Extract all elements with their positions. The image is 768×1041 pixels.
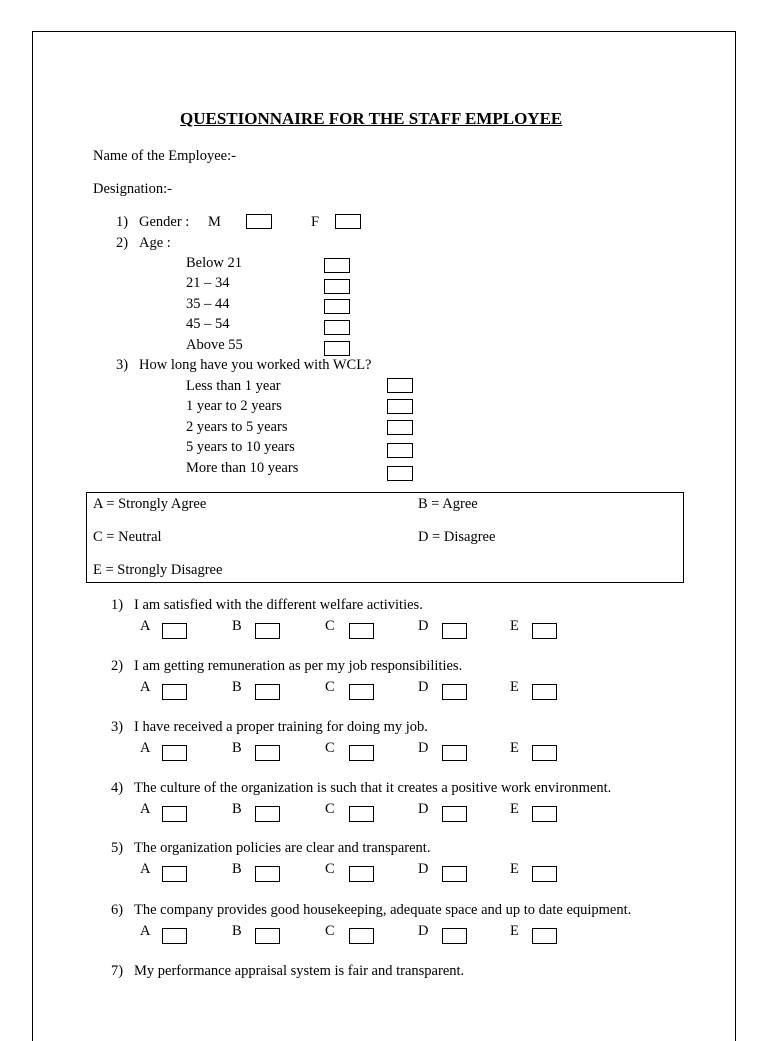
- gender-female-checkbox[interactable]: [335, 214, 361, 229]
- tenure-option-checkbox[interactable]: [387, 420, 413, 435]
- gender-male-checkbox[interactable]: [246, 214, 272, 229]
- scale-option-label: C: [325, 923, 335, 939]
- scale-option-checkbox[interactable]: [442, 928, 467, 944]
- statement-number: 7): [111, 963, 124, 979]
- scale-option-checkbox[interactable]: [162, 623, 187, 639]
- scale-option-label: A: [140, 801, 151, 817]
- legend-agree: B = Agree: [418, 496, 478, 512]
- age-option-checkbox[interactable]: [324, 341, 350, 356]
- statement-number: 6): [111, 902, 124, 918]
- scale-option-checkbox[interactable]: [162, 928, 187, 944]
- age-option-label: 45 – 54: [186, 316, 230, 332]
- legend-strongly-disagree: E = Strongly Disagree: [93, 562, 223, 578]
- statement-text: I am getting remuneration as per my job responsibilities.: [134, 658, 463, 674]
- page-title: QUESTIONNAIRE FOR THE STAFF EMPLOYEE: [180, 109, 563, 128]
- legend-neutral: C = Neutral: [93, 529, 162, 545]
- scale-option-label: E: [510, 740, 519, 756]
- scale-option-checkbox[interactable]: [532, 806, 557, 822]
- scale-option-checkbox[interactable]: [532, 928, 557, 944]
- age-option-label: 35 – 44: [186, 296, 230, 312]
- statement-text: I have received a proper training for doing my job.: [134, 719, 428, 735]
- scale-option-label: E: [510, 679, 519, 695]
- gender-number: 1): [116, 214, 129, 230]
- scale-option-label: A: [140, 923, 151, 939]
- statement-number: 4): [111, 780, 124, 796]
- scale-option-label: B: [232, 861, 242, 877]
- scale-option-label: D: [418, 679, 429, 695]
- age-number: 2): [116, 235, 129, 251]
- scale-option-checkbox[interactable]: [162, 806, 187, 822]
- scale-option-checkbox[interactable]: [255, 928, 280, 944]
- scale-option-checkbox[interactable]: [349, 623, 374, 639]
- scale-option-checkbox[interactable]: [255, 745, 280, 761]
- age-option-label: Below 21: [186, 255, 242, 271]
- scale-option-label: E: [510, 923, 519, 939]
- statement-number: 3): [111, 719, 124, 735]
- scale-option-checkbox[interactable]: [442, 745, 467, 761]
- tenure-option-label: 2 years to 5 years: [186, 419, 288, 435]
- tenure-number: 3): [116, 357, 129, 373]
- statement-text: My performance appraisal system is fair and transparent.: [134, 963, 465, 979]
- tenure-option-label: More than 10 years: [186, 460, 299, 476]
- scale-option-checkbox[interactable]: [162, 684, 187, 700]
- scale-option-checkbox[interactable]: [532, 866, 557, 882]
- scale-option-label: C: [325, 861, 335, 877]
- designation-label: Designation:-: [93, 181, 172, 197]
- scale-option-checkbox[interactable]: [532, 623, 557, 639]
- scale-option-label: C: [325, 618, 335, 634]
- scale-option-label: A: [140, 679, 151, 695]
- scale-option-checkbox[interactable]: [255, 806, 280, 822]
- scale-option-label: C: [325, 740, 335, 756]
- scale-legend: [86, 492, 684, 583]
- scale-option-checkbox[interactable]: [349, 684, 374, 700]
- tenure-option-checkbox[interactable]: [387, 378, 413, 393]
- age-option-checkbox[interactable]: [324, 258, 350, 273]
- statement-text: I am satisfied with the different welfare activities.: [134, 597, 423, 613]
- employee-name-label: Name of the Employee:-: [93, 148, 236, 164]
- scale-option-label: E: [510, 618, 519, 634]
- scale-option-label: D: [418, 618, 429, 634]
- gender-female-label: F: [311, 214, 320, 230]
- scale-option-label: B: [232, 618, 242, 634]
- age-option-label: Above 55: [186, 337, 243, 353]
- scale-option-label: B: [232, 801, 242, 817]
- legend-disagree: D = Disagree: [418, 529, 496, 545]
- scale-option-label: E: [510, 861, 519, 877]
- age-option-checkbox[interactable]: [324, 279, 350, 294]
- tenure-option-checkbox[interactable]: [387, 466, 413, 481]
- scale-option-label: D: [418, 861, 429, 877]
- tenure-option-label: 5 years to 10 years: [186, 439, 295, 455]
- age-option-checkbox[interactable]: [324, 320, 350, 335]
- scale-option-checkbox[interactable]: [162, 745, 187, 761]
- scale-option-checkbox[interactable]: [349, 928, 374, 944]
- scale-option-label: C: [325, 679, 335, 695]
- scale-option-label: D: [418, 801, 429, 817]
- scale-option-checkbox[interactable]: [442, 866, 467, 882]
- scale-option-label: C: [325, 801, 335, 817]
- legend-strongly-agree: A = Strongly Agree: [93, 496, 207, 512]
- scale-option-checkbox[interactable]: [255, 623, 280, 639]
- statement-number: 5): [111, 840, 124, 856]
- statement-number: 2): [111, 658, 124, 674]
- scale-option-checkbox[interactable]: [255, 684, 280, 700]
- scale-option-label: B: [232, 740, 242, 756]
- scale-option-label: A: [140, 740, 151, 756]
- scale-option-checkbox[interactable]: [349, 866, 374, 882]
- gender-male-label: M: [208, 214, 221, 230]
- tenure-option-label: Less than 1 year: [186, 378, 281, 394]
- age-option-label: 21 – 34: [186, 275, 230, 291]
- scale-option-checkbox[interactable]: [349, 806, 374, 822]
- scale-option-checkbox[interactable]: [532, 745, 557, 761]
- scale-option-checkbox[interactable]: [442, 623, 467, 639]
- statement-number: 1): [111, 597, 124, 613]
- statement-text: The company provides good housekeeping, adequate space and up to date equipment.: [134, 902, 632, 918]
- scale-option-label: D: [418, 923, 429, 939]
- scale-option-label: B: [232, 679, 242, 695]
- scale-option-label: A: [140, 861, 151, 877]
- statement-text: The organization policies are clear and transparent.: [134, 840, 431, 856]
- age-option-checkbox[interactable]: [324, 299, 350, 314]
- scale-option-checkbox[interactable]: [349, 745, 374, 761]
- statement-text: The culture of the organization is such that it creates a positive work environment.: [134, 780, 612, 796]
- gender-label: Gender :: [139, 214, 190, 230]
- scale-option-checkbox[interactable]: [442, 806, 467, 822]
- scale-option-checkbox[interactable]: [255, 866, 280, 882]
- age-label: Age :: [139, 235, 171, 251]
- scale-option-label: E: [510, 801, 519, 817]
- scale-option-label: B: [232, 923, 242, 939]
- scale-option-checkbox[interactable]: [442, 684, 467, 700]
- scale-option-label: A: [140, 618, 151, 634]
- scale-option-label: D: [418, 740, 429, 756]
- scale-option-checkbox[interactable]: [162, 866, 187, 882]
- tenure-label: How long have you worked with WCL?: [139, 357, 372, 373]
- scale-option-checkbox[interactable]: [532, 684, 557, 700]
- tenure-option-label: 1 year to 2 years: [186, 398, 282, 414]
- tenure-option-checkbox[interactable]: [387, 443, 413, 458]
- tenure-option-checkbox[interactable]: [387, 399, 413, 414]
